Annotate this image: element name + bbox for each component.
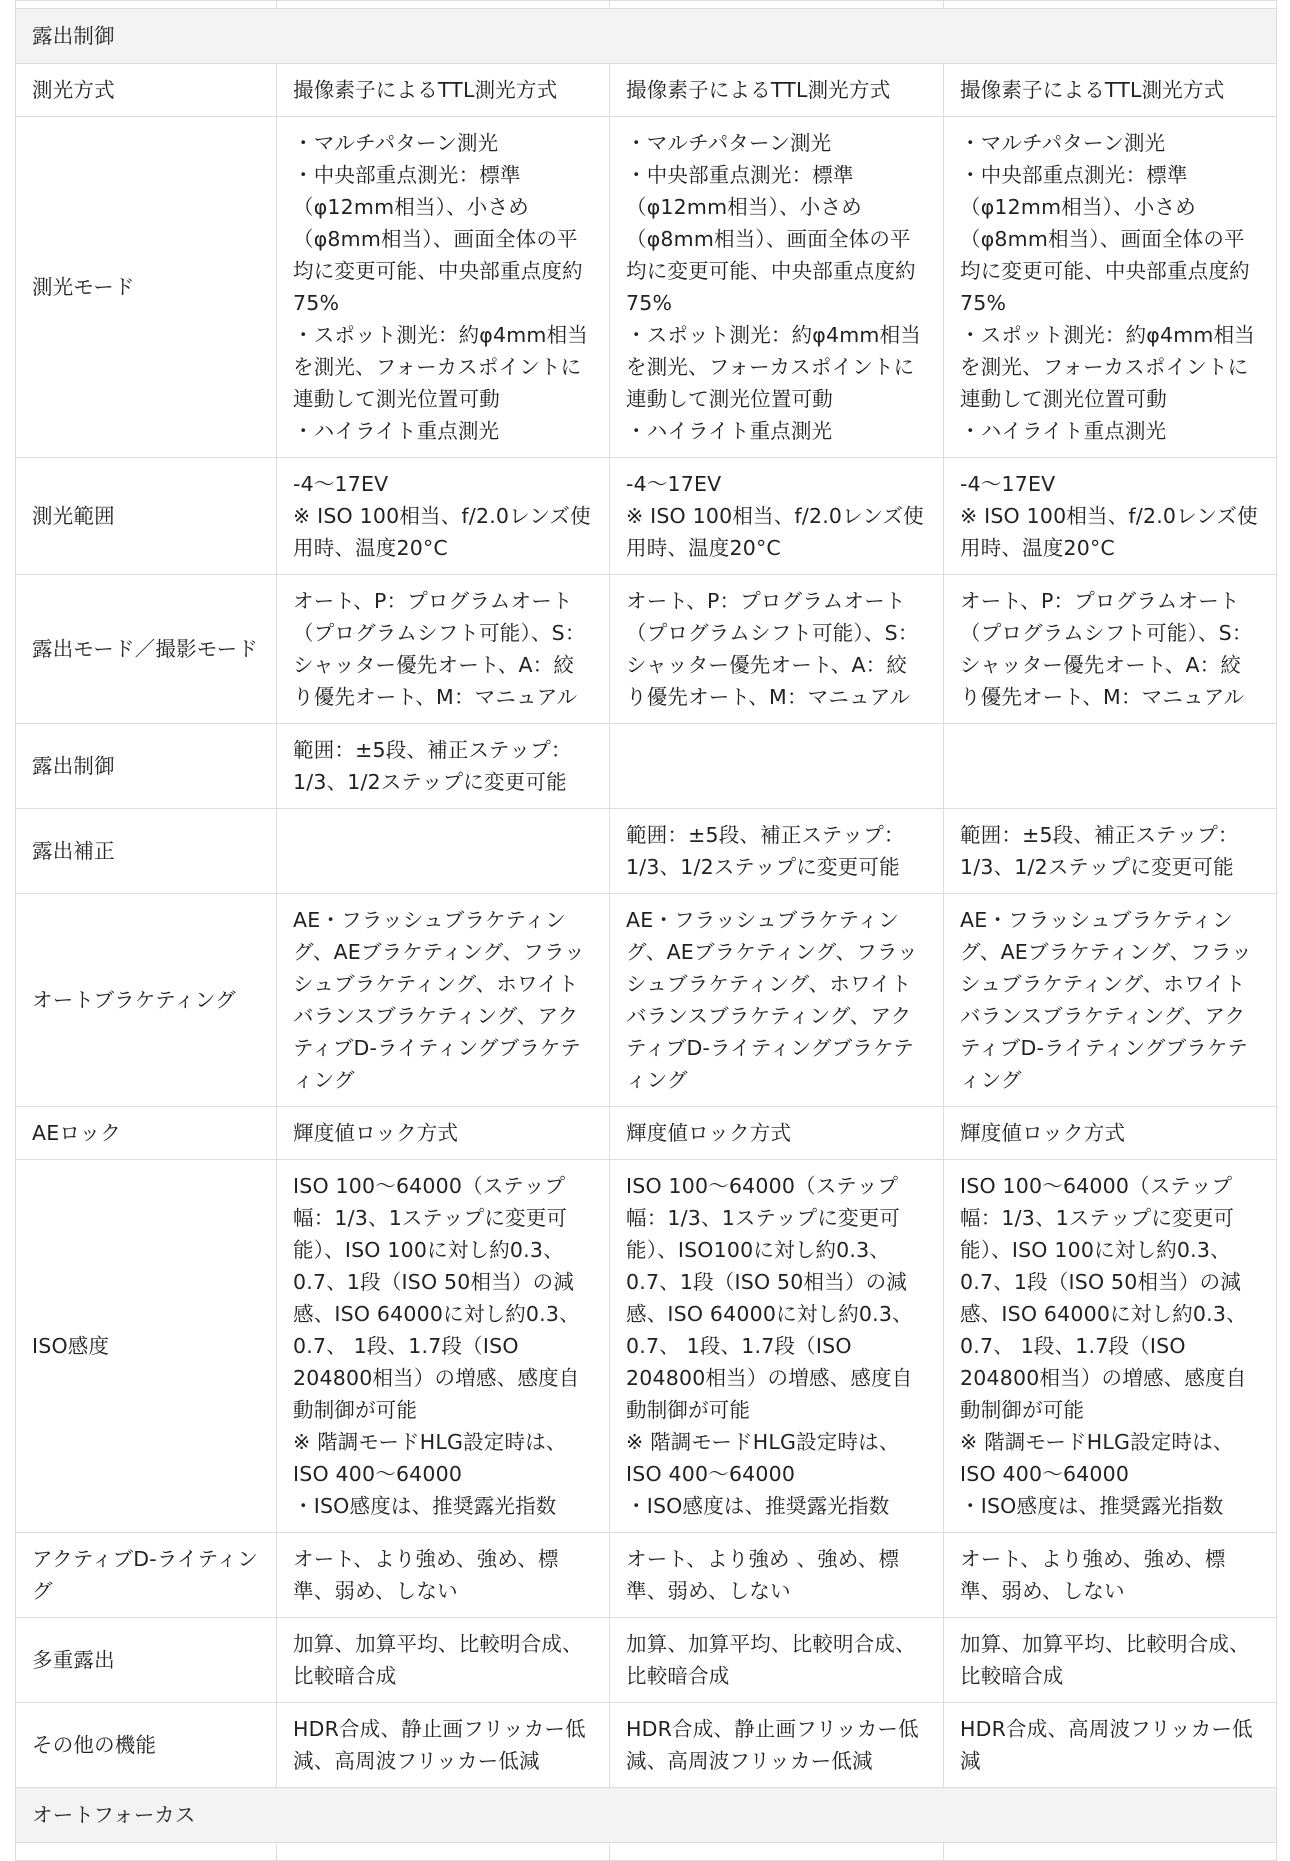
- table-cell: 撮像素子によるTTL測光方式: [944, 64, 1277, 117]
- table-cell: ISO 100～64000（ステップ幅：1/3、1ステップに変更可能）、ISO100に対し約0.3、0.7、1段（ISO 50相当）の減感、ISO 64000に対し約0.3、0.7、 1段、1.7段（ISO 204800相当）の増感、感度自動制御が可能 ※ 階調モードHLG設定時は、ISO 400～64000 ・ISO感度は、推奨露光指数: [610, 1160, 944, 1533]
- table-row: [16, 1533, 1277, 1618]
- table-cell: 撮像素子によるTTL測光方式: [610, 64, 944, 117]
- table-cell: [610, 724, 944, 809]
- table-row: [16, 809, 1277, 894]
- table-cell: ISO 100～64000（ステップ幅：1/3、1ステップに変更可能）、ISO 100に対し約0.3、0.7、1段（ISO 50相当）の減感、ISO 64000に対し約0.3、0.7、 1段、1.7段（ISO 204800相当）の増感、感度自動制御が可能 ※ 階調モードHLG設定時は、ISO 400～64000 ・ISO感度は、推奨露光指数: [277, 1160, 610, 1533]
- row-label: 露出制御: [16, 724, 277, 809]
- table-row-stub: [16, 1843, 1277, 1861]
- table-row: [16, 117, 1277, 458]
- table-cell: HDR合成、高周波フリッカー低減: [944, 1703, 1277, 1788]
- table-cell: AE・フラッシュブラケティング、AEブラケティング、フラッシュブラケティング、ホワイトバランスブラケティング、アクティブD-ライティングブラケティング: [610, 894, 944, 1107]
- table-cell: [944, 724, 1277, 809]
- table-cell: 範囲：±5段、補正ステップ：1/3、1/2ステップに変更可能: [944, 809, 1277, 894]
- row-label: アクティブD-ライティング: [16, 1533, 277, 1618]
- table-row: [16, 64, 1277, 117]
- table-row: [16, 1703, 1277, 1788]
- row-label: 測光方式: [16, 64, 277, 117]
- table-cell: 輝度値ロック方式: [944, 1107, 1277, 1160]
- row-label: 測光モード: [16, 117, 277, 458]
- table-cell: 加算、加算平均、比較明合成、比較暗合成: [277, 1618, 610, 1703]
- row-label: 測光範囲: [16, 458, 277, 575]
- table-row: [16, 894, 1277, 1107]
- row-label: 露出補正: [16, 809, 277, 894]
- row-label: ISO感度: [16, 1160, 277, 1533]
- section-title: 露出制御: [16, 9, 1277, 64]
- table-row: [16, 1160, 1277, 1533]
- table-cell: [277, 809, 610, 894]
- table-cell: ・マルチパターン測光 ・中央部重点測光：標準（φ12mm相当）、小さめ（φ8mm相当）、画面全体の平均に変更可能、中央部重点度約75% ・スポット測光：約φ4mm相当を測光、フォーカスポイントに連動して測光位置可動 ・ハイライト重点測光: [277, 117, 610, 458]
- table-cell: 撮像素子によるTTL測光方式: [277, 64, 610, 117]
- row-label: その他の機能: [16, 1703, 277, 1788]
- table-cell: AE・フラッシュブラケティング、AEブラケティング、フラッシュブラケティング、ホワイトバランスブラケティング、アクティブD-ライティングブラケティング: [944, 894, 1277, 1107]
- table-cell: ISO 100～64000（ステップ幅：1/3、1ステップに変更可能）、ISO 100に対し約0.3、0.7、1段（ISO 50相当）の減感、ISO 64000に対し約0.3、0.7、 1段、1.7段（ISO 204800相当）の増感、感度自動制御が可能 ※ 階調モードHLG設定時は、ISO 400～64000 ・ISO感度は、推奨露光指数: [944, 1160, 1277, 1533]
- table-cell: 加算、加算平均、比較明合成、比較暗合成: [610, 1618, 944, 1703]
- table-row: [16, 1618, 1277, 1703]
- row-label: 多重露出: [16, 1618, 277, 1703]
- table-cell: オート、より強め、強め、標準、弱め、しない: [944, 1533, 1277, 1618]
- table-row: [16, 724, 1277, 809]
- table-cell: オート、より強め、強め、標準、弱め、しない: [277, 1533, 610, 1618]
- row-label: 露出モード／撮影モード: [16, 575, 277, 724]
- table-cell: 範囲：±5段、補正ステップ：1/3、1/2ステップに変更可能: [610, 809, 944, 894]
- table-cell: 加算、加算平均、比較明合成、比較暗合成: [944, 1618, 1277, 1703]
- table-cell: 輝度値ロック方式: [277, 1107, 610, 1160]
- table-row: [16, 458, 1277, 575]
- table-row-stub: [16, 1, 1277, 9]
- table-cell: -4～17EV ※ ISO 100相当、f/2.0レンズ使用時、温度20°C: [277, 458, 610, 575]
- spec-table: [15, 0, 1277, 1861]
- table-cell: 範囲：±5段、補正ステップ：1/3、1/2ステップに変更可能: [277, 724, 610, 809]
- spec-table-container: [15, 0, 1276, 1861]
- table-cell: オート、P：プログラムオート（プログラムシフト可能）、S：シャッター優先オート、A：絞り優先オート、M：マニュアル: [610, 575, 944, 724]
- table-cell: -4～17EV ※ ISO 100相当、f/2.0レンズ使用時、温度20°C: [944, 458, 1277, 575]
- table-cell: 輝度値ロック方式: [610, 1107, 944, 1160]
- table-row: [16, 1107, 1277, 1160]
- table-cell: ・マルチパターン測光 ・中央部重点測光：標準（φ12mm相当）、小さめ（φ8mm相当）、画面全体の平均に変更可能、中央部重点度約75% ・スポット測光：約φ4mm相当を測光、フォーカスポイントに連動して測光位置可動 ・ハイライト重点測光: [944, 117, 1277, 458]
- table-cell: HDR合成、静止画フリッカー低減、高周波フリッカー低減: [277, 1703, 610, 1788]
- section-header-exposure: [16, 9, 1277, 64]
- row-label: AEロック: [16, 1107, 277, 1160]
- table-cell: オート、より強め 、強め、標準、弱め、しない: [610, 1533, 944, 1618]
- row-label: オートブラケティング: [16, 894, 277, 1107]
- table-row: [16, 575, 1277, 724]
- section-title: オートフォーカス: [16, 1788, 1277, 1843]
- table-cell: オート、P：プログラムオート（プログラムシフト可能）、S：シャッター優先オート、A：絞り優先オート、M：マニュアル: [944, 575, 1277, 724]
- table-cell: -4～17EV ※ ISO 100相当、f/2.0レンズ使用時、温度20°C: [610, 458, 944, 575]
- table-cell: ・マルチパターン測光 ・中央部重点測光：標準（φ12mm相当）、小さめ（φ8mm相当）、画面全体の平均に変更可能、中央部重点度約75% ・スポット測光：約φ4mm相当を測光、フォーカスポイントに連動して測光位置可動 ・ハイライト重点測光: [610, 117, 944, 458]
- table-cell: HDR合成、静止画フリッカー低減、高周波フリッカー低減: [610, 1703, 944, 1788]
- table-cell: AE・フラッシュブラケティング、AEブラケティング、フラッシュブラケティング、ホワイトバランスブラケティング、アクティブD-ライティングブラケティング: [277, 894, 610, 1107]
- table-cell: オート、P：プログラムオート（プログラムシフト可能）、S：シャッター優先オート、A：絞り優先オート、M：マニュアル: [277, 575, 610, 724]
- section-header-autofocus: [16, 1788, 1277, 1843]
